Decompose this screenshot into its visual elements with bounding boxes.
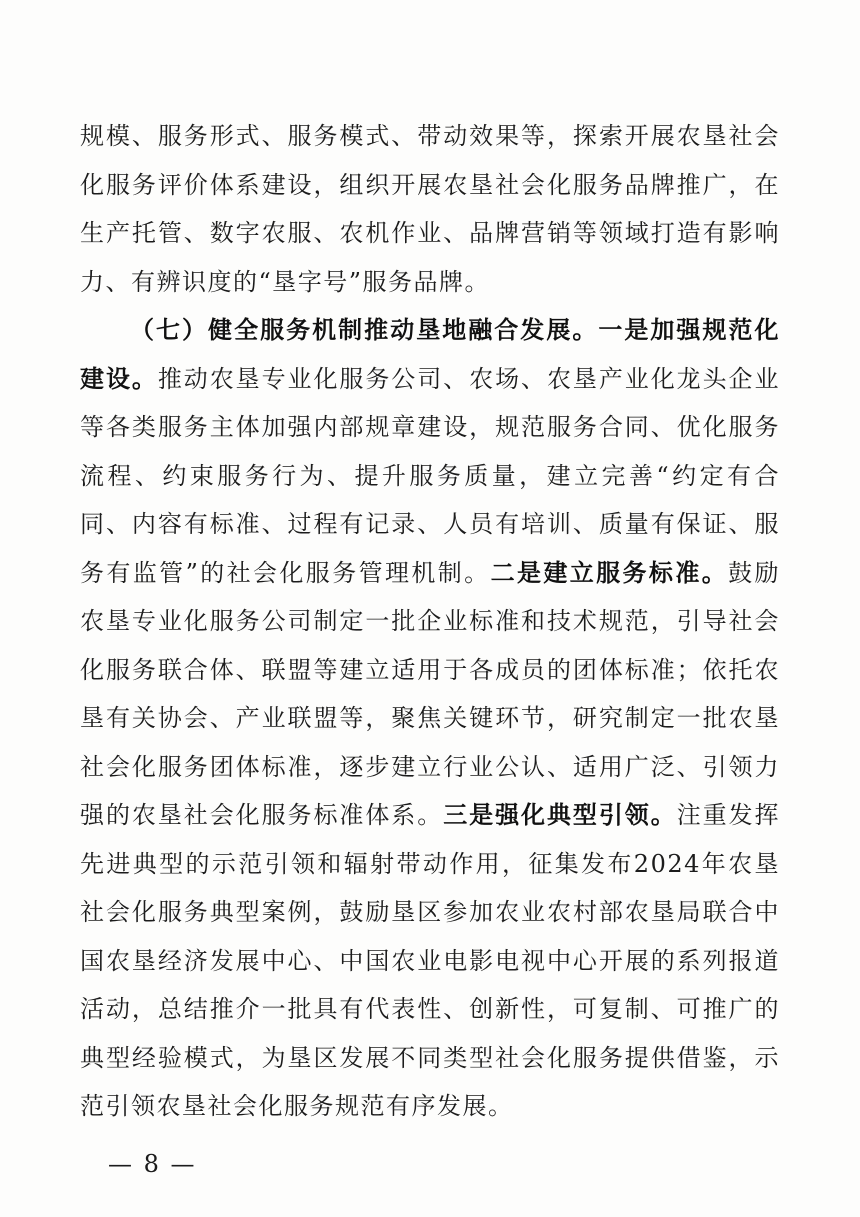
point-1-title: 一是加强规范化建设。 xyxy=(80,315,780,393)
document-body xyxy=(80,112,780,1131)
point-2-text: 鼓励农垦专业化服务公司制定一批企业标准和技术规范，引导社会化服务联合体、联盟等建立适用于各成员的团体标准；依托农垦有关协会、产业联盟等，聚焦关键环节，研究制定一批农垦社会化服务团体标准，逐步建立行业公认、适用广泛、引领力强的农垦社会化服务标准体系。 xyxy=(80,558,781,829)
paragraph-continued xyxy=(80,112,780,306)
point-2-title: 二是建立服务标准。 xyxy=(490,557,729,587)
point-1-text: 推动农垦专业化服务公司、农场、农垦产业化龙头企业等各类服务主体加强内部规章建设，规范服务合同、优化服务流程、约束服务行为、提升服务质量，建立完善“约定有合同、内容有标准、过程有记录、人员有培训、质量有保证、服务有监管”的社会化服务管理机制。 xyxy=(80,364,780,587)
paragraph-section-7 xyxy=(80,306,780,1131)
point-3-title: 三是强化典型引领。 xyxy=(443,800,677,829)
section-heading: （七）健全服务机制推动垦地融合发展。 xyxy=(130,315,599,344)
page-number: — 8 — xyxy=(108,1150,197,1178)
paragraph-1-text: 规模、服务形式、服务模式、带动效果等，探索开展农垦社会化服务评价体系建设，组织开展农垦社会化服务品牌推广，在生产托管、数字农服、农机作业、品牌营销等领域打造有影响力、有辨识度的“垦字号”服务品牌。 xyxy=(80,122,780,296)
point-3-text: 注重发挥先进典型的示范引领和辐射带动作用，征集发布2024年农垦社会化服务典型案例，鼓励垦区参加农业农村部农垦局联合中国农垦经济发展中心、中国农业电影电视中心开展的系列报道活动，总结推介一批具有代表性、创新性，可复制、可推广的典型经验模式，为垦区发展不同类型社会化服务提供借鉴，示范引领农垦社会化服务规范有序发展。 xyxy=(80,801,781,1120)
